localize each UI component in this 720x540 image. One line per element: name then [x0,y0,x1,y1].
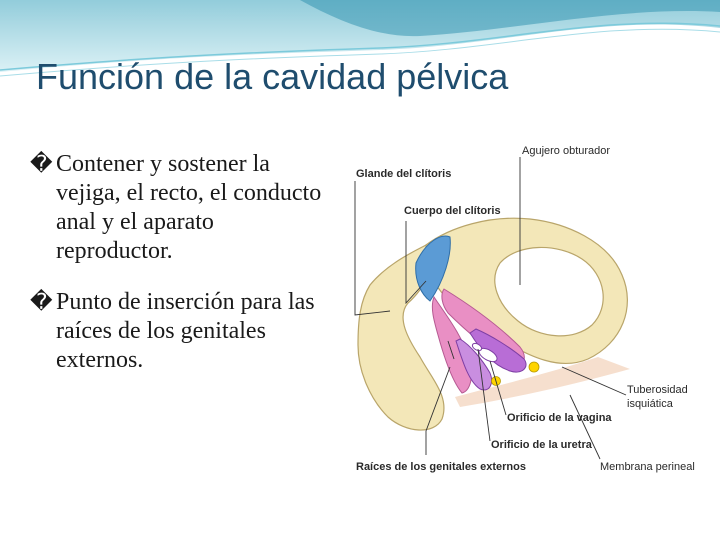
label-orificio-uretra: Orificio de la uretra [491,439,592,451]
label-tuberosidad: Tuberosidad [627,384,688,396]
bullet-marker-icon: � [30,290,53,315]
bullet-text: Punto de inserción para las raíces de los genitales externos. [56,289,315,373]
anatomy-illustration [330,135,702,497]
label-isquiatica: isquiática [627,398,673,410]
label-agujero-obturador: Agujero obturador [522,145,611,157]
bullet-text: Contener y sostener la vejiga, el recto, el conducto anal y el aparato reproductor. [56,151,322,264]
label-membrana-perineal: Membrana perineal [600,461,695,473]
vestibular-gland [529,362,539,372]
slide-title: Función de la cavidad pélvica [36,56,509,97]
bullet-item [30,288,330,375]
label-glande-clitoris: Glande del clítoris [356,168,452,180]
label-orificio-vagina: Orificio de la vagina [507,412,612,424]
label-cuerpo-clitoris: Cuerpo del clítoris [404,205,501,217]
bullet-item [30,150,330,266]
bullet-marker-icon: � [30,152,53,177]
label-raices-genitales: Raíces de los genitales externos [356,461,526,473]
bullet-list [30,150,330,397]
